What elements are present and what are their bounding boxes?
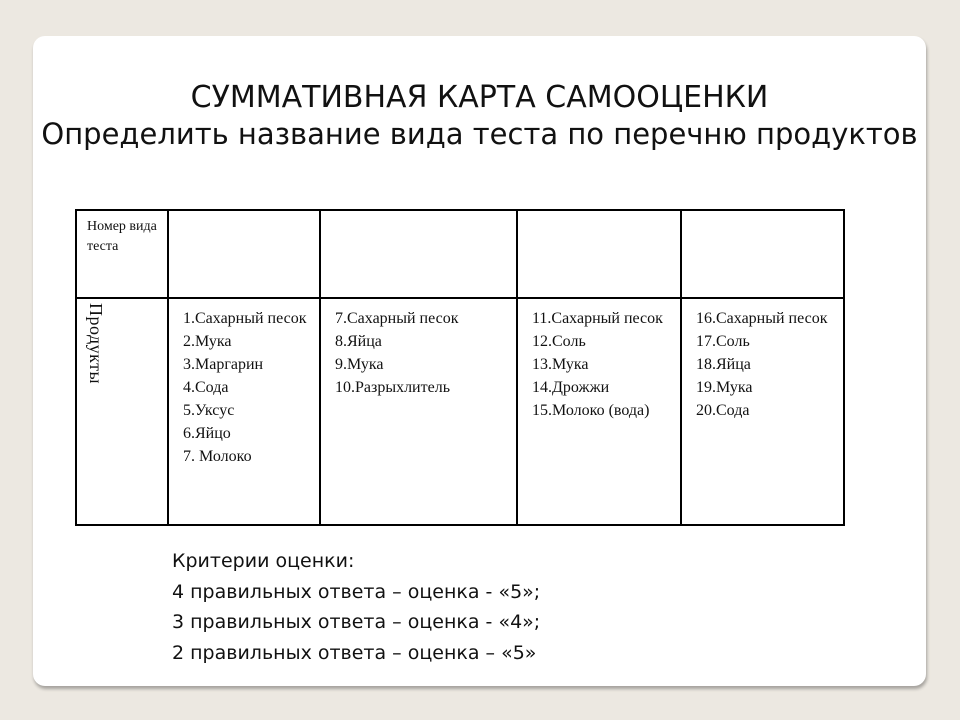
list-item: 4.Сода (183, 379, 229, 396)
header-label-cell: Номер вида теста (76, 210, 168, 298)
list-item: 1.Сахарный песок (183, 310, 307, 327)
criteria-line: 2 правильных ответа – оценка – «5» (172, 641, 537, 664)
list-item: 16.Сахарный песок (696, 310, 828, 327)
list-item: 2.Мука (183, 333, 232, 350)
criteria-block (172, 546, 540, 668)
page-subtitle: Определить название вида теста по перечню продуктов (41, 117, 918, 151)
product-list-cell-3 (517, 298, 681, 525)
list-item: 3.Маргарин (183, 356, 264, 373)
products-table (75, 209, 845, 526)
product-list (321, 299, 516, 399)
list-item: 7.Сахарный песок (335, 310, 459, 327)
list-item: 19.Мука (696, 379, 753, 396)
list-item: 14.Дрожжи (532, 379, 610, 396)
list-item: 8.Яйца (335, 333, 382, 350)
product-list-cell-2 (320, 298, 517, 525)
product-list-cell-1 (168, 298, 320, 525)
list-item: 18.Яйца (696, 356, 751, 373)
title-block (33, 80, 926, 152)
list-item: 11.Сахарный песок (532, 310, 663, 327)
product-list (518, 299, 680, 422)
answer-cell-2 (320, 210, 517, 298)
list-item: 15.Молоко (вода) (532, 402, 650, 419)
product-list-cell-4 (681, 298, 844, 525)
list-item: 5.Уксус (183, 402, 235, 419)
answer-cell-3 (517, 210, 681, 298)
list-item: 20.Сода (696, 402, 750, 419)
list-item: 10.Разрыхлитель (335, 379, 450, 396)
answer-cell-4 (681, 210, 844, 298)
list-item: 12.Соль (532, 333, 586, 350)
list-item: 13.Мука (532, 356, 589, 373)
side-label: Продукты (86, 303, 106, 385)
criteria-line: 3 правильных ответа – оценка - «4»; (172, 611, 541, 633)
list-item: 17.Соль (696, 333, 750, 350)
answer-cell-1 (168, 210, 320, 298)
criteria-line: 4 правильных ответа – оценка - «5»; (172, 580, 541, 603)
list-item: 6.Яйцо (183, 425, 231, 442)
products-row (76, 298, 844, 525)
criteria-heading: Критерии оценки: (172, 550, 355, 572)
slide (33, 36, 926, 686)
product-list (682, 299, 843, 422)
list-item: 7. Молоко (183, 448, 252, 465)
page-title: СУММАТИВНАЯ КАРТА САМООЦЕНКИ (190, 80, 769, 115)
product-list (169, 299, 319, 468)
list-item: 9.Мука (335, 356, 384, 373)
side-label-cell (76, 298, 168, 525)
header-row (76, 210, 844, 298)
